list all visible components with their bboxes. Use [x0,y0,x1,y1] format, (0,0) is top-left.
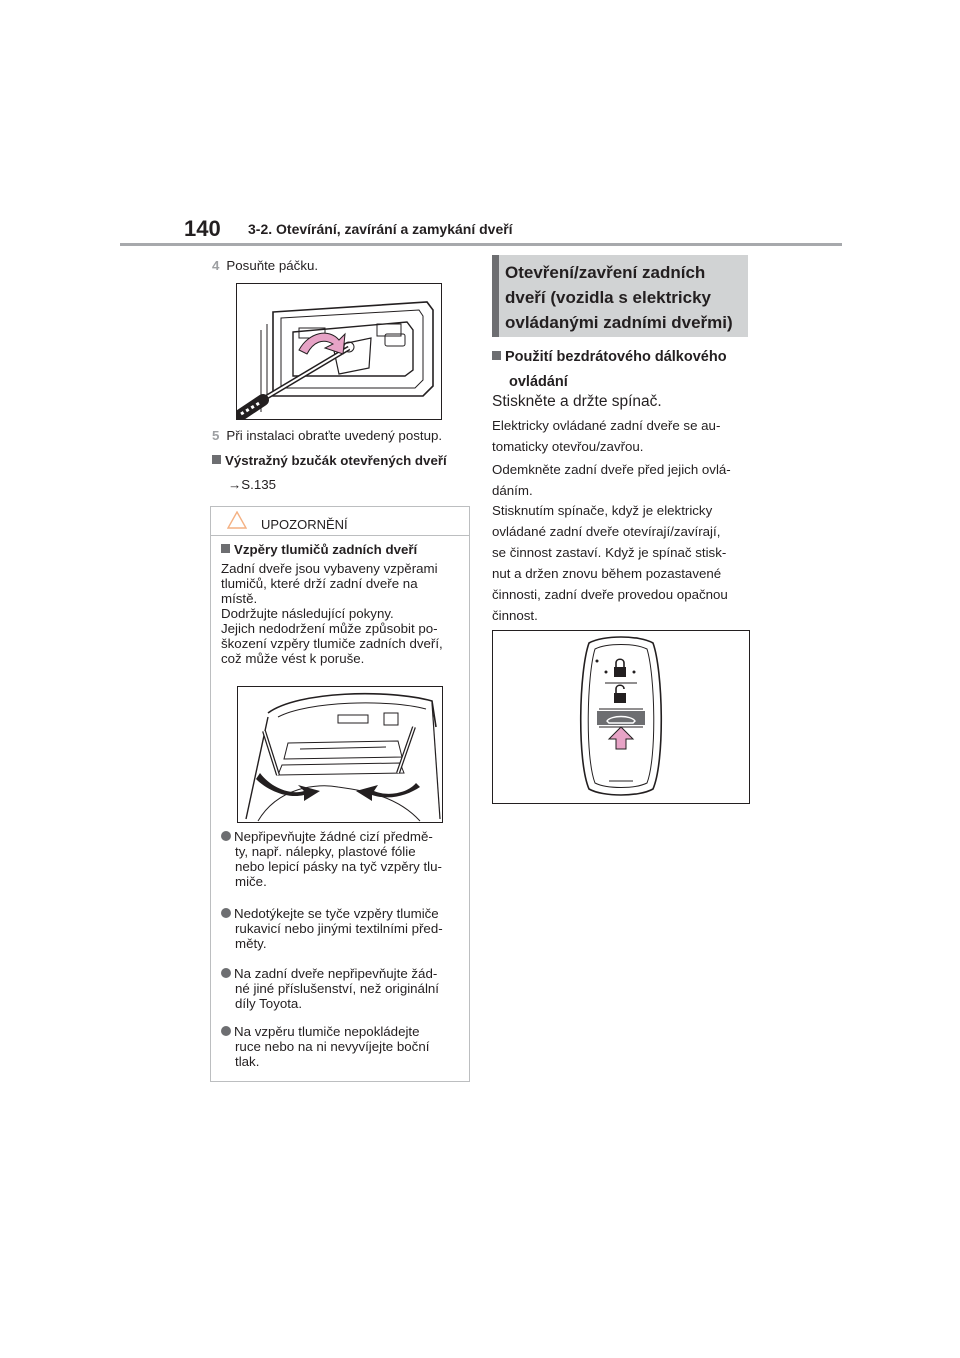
text-line: dveří (vozidla s elektricky [505,288,711,307]
buzzer-heading-row [212,450,447,471]
text-line: rukavicí nebo jinými textilními před- [235,921,443,936]
text-line: díly Toyota. [235,996,303,1011]
step-text: Posuňte páčku. [226,258,319,273]
section-title [505,260,745,335]
warning-header [211,507,469,536]
text-line: ovládání [509,374,568,390]
text-line: ruce nebo na ni nevyvíjejte boční [235,1039,430,1054]
text-line: miče. [235,874,267,889]
step-5 [212,425,442,446]
warning-title: UPOZORNĚNÍ [261,517,348,532]
bullet-dot-icon [221,968,231,978]
text-line: Dodržujte následující pokyny. [221,606,394,621]
text-line: Na vzpěru tlumiče nepokládejte [234,1024,420,1039]
square-bullet-icon [492,351,501,360]
text-line: Stisknutím spínače, když je elektricky [492,503,713,518]
text-line: nut a držen znovu během pozastavené [492,566,722,581]
text-line: dáním. [492,483,533,498]
paragraph-3 [492,500,754,626]
text-line: Otevření/zavření zadních [505,263,706,282]
bullet-dot-icon [221,831,231,841]
text-line: nebo lepicí pásky na tyč vzpěry tlu- [235,859,442,874]
text-line: měty. [235,936,267,951]
text-line: což může vést k poruše. [221,651,365,666]
square-bullet-icon [221,544,230,553]
square-bullet-icon [212,455,221,464]
text-line: Nedotýkejte se tyče vzpěry tlumiče [234,906,439,921]
text-line: činnost. [492,608,538,623]
buzzer-heading: Výstražný bzučák otevřených dveří [225,453,447,468]
text-line: tlumičů, které drží zadní dveře na [221,576,418,591]
sub-heading [492,345,727,395]
paragraph-1 [492,415,754,457]
step-number: 4 [212,258,220,273]
text-line: místě. [221,591,258,606]
warning-triangle-icon [227,511,247,529]
step-4 [212,255,318,276]
page-number: 140 [184,216,221,241]
section-header [492,255,748,337]
lock-icon [614,659,626,677]
chapter-title: 3-2. Otevírání, zavírání a zamykání dveří [248,221,513,237]
tailgate-struts-illustration [237,686,443,823]
warning-bullet-1 [221,829,477,889]
warning-heading-row [221,542,463,557]
section-accent-bar [492,255,499,337]
warning-box [210,506,470,1082]
text-line: Použití bezdrátového dálkového [505,349,727,365]
step-text: Při instalaci obraťte uvedený postup. [226,428,443,443]
text-line: Nepřipevňujte žádné cizí předmě- [234,829,433,844]
warning-bullet-3 [221,966,477,1011]
text-line: ovládané zadní dveře otevírají/zavírají, [492,524,721,539]
text-line: tomaticky otevřou/zavřou. [492,439,644,454]
step-number: 5 [212,428,220,443]
text-line: ty, např. nálepky, plastové fólie [235,844,416,859]
page-reference-link[interactable]: →S.135 [228,477,277,492]
bullet-dot-icon [221,908,231,918]
text-line: Odemkněte zadní dveře před jejich ovlá- [492,462,731,477]
text-line: Elektricky ovládané zadní dveře se au- [492,418,721,433]
unlock-icon [614,685,626,703]
warning-bullet-2 [221,906,477,951]
text-line: né jiné příslušenství, než originální [235,981,439,996]
warning-heading: Vzpěry tlumičů zadních dveří [234,542,418,557]
text-line: Na zadní dveře nepřipevňujte žád- [234,966,438,981]
warning-intro [221,561,463,666]
text-line: činnosti, zadní dveře provedou opačnou [492,587,728,602]
instruction: Stiskněte a držte spínač. [492,393,662,410]
paragraph-2 [492,459,754,501]
remote-key-illustration [492,630,750,804]
header-divider [120,243,842,246]
text-line: ovládanými zadními dveřmi) [505,313,733,332]
lever-illustration [236,283,442,420]
text-line: se činnost zastaví. Když je spínač stisk- [492,545,727,560]
text-line: škození vzpěry tlumiče zadních dveří, [221,636,443,651]
bullet-dot-icon [221,1026,231,1036]
text-line: tlak. [235,1054,260,1069]
text-line: Jejich nedodržení může způsobit po- [221,621,438,636]
warning-bullet-4 [221,1024,477,1069]
text-line: Zadní dveře jsou vybaveny vzpěrami [221,561,438,576]
